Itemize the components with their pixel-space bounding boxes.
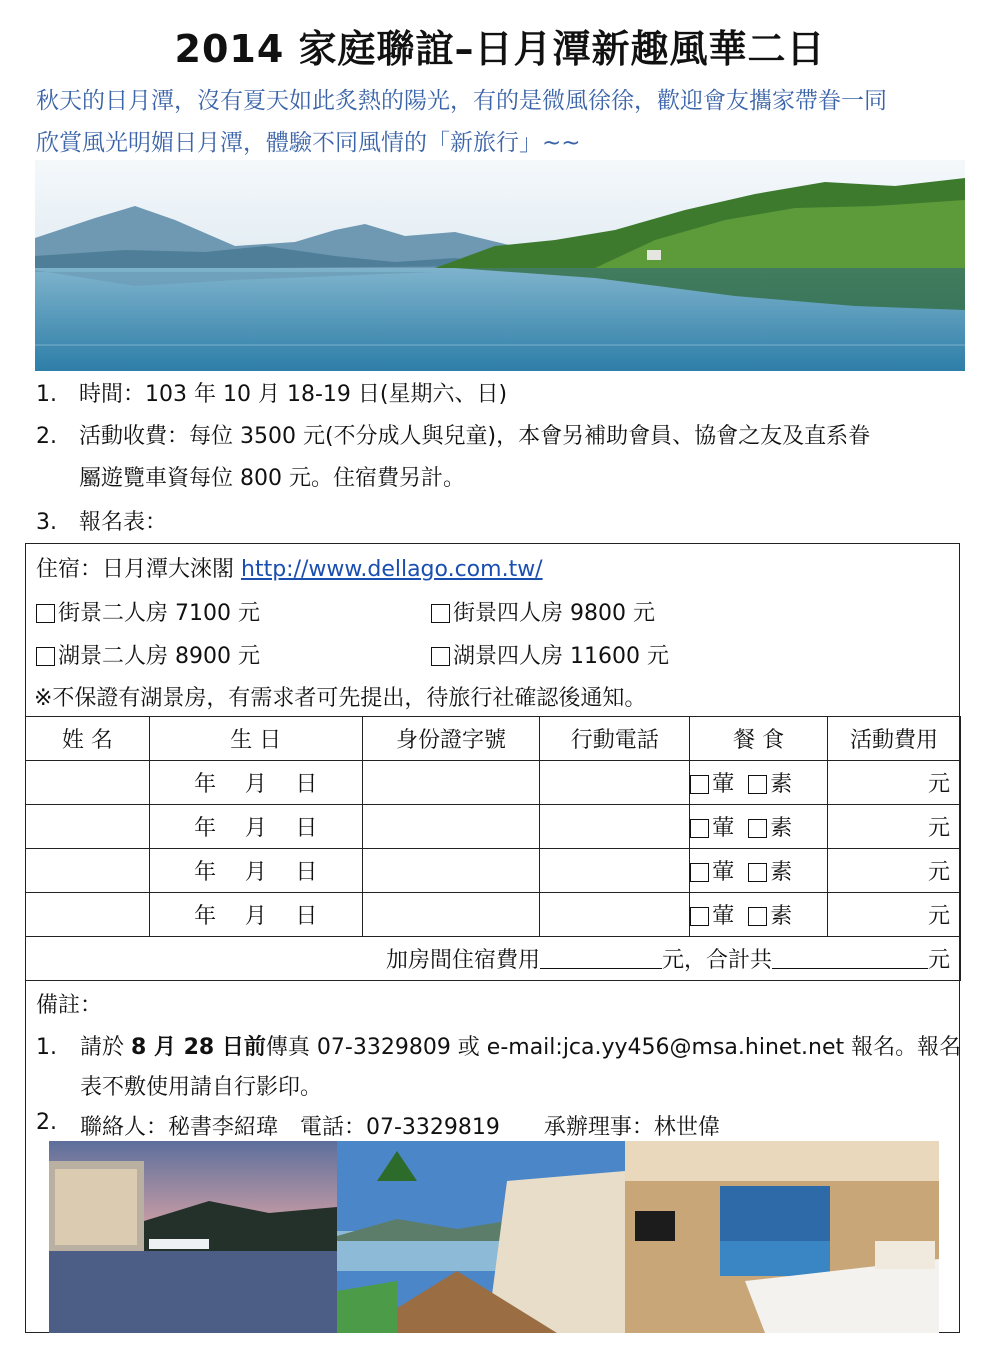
year-label: 年 (194, 860, 217, 885)
meat-label: 葷 (712, 816, 735, 841)
id-cell[interactable] (362, 805, 540, 849)
registration-table (25, 716, 961, 981)
veg-label: 素 (770, 772, 793, 797)
meal-cell (690, 893, 828, 937)
fee-cell[interactable]: 元 (828, 849, 961, 893)
hotel-photos (49, 1141, 939, 1333)
remarks-title: 備註： (36, 993, 103, 1018)
name-cell[interactable] (26, 893, 150, 937)
room-option-lake-2[interactable] (36, 639, 260, 670)
id-cell[interactable] (362, 761, 540, 805)
remark-2 (36, 1110, 951, 1141)
room-label: 湖景二人房 8900 元 (58, 644, 260, 669)
veg-label: 素 (770, 860, 793, 885)
item-text: 報名表： (79, 510, 168, 535)
item-text-continued: 屬遊覽車資每位 800 元。住宿費另計。 (79, 466, 465, 491)
mobile-cell[interactable] (540, 761, 690, 805)
remark-deadline: 8 月 28 日前 (131, 1035, 266, 1060)
registration-form (25, 543, 960, 1333)
terrace-photo (337, 1141, 625, 1333)
veg-label: 素 (770, 816, 793, 841)
veg-checkbox[interactable] (748, 863, 767, 882)
month-label: 月 (244, 904, 267, 929)
name-cell[interactable] (26, 805, 150, 849)
room-option-lake-4[interactable] (431, 639, 669, 670)
intro-text (36, 80, 966, 164)
header-meal: 餐 食 (690, 717, 828, 761)
remark-text: 請於 (80, 1035, 131, 1060)
contact-text: 聯絡人：秘書李紹瑋 電話：07-3329819 承辦理事：林世偉 (80, 1115, 720, 1140)
meat-checkbox[interactable] (690, 907, 709, 926)
item-number: 1. (36, 382, 57, 407)
veg-checkbox[interactable] (748, 775, 767, 794)
id-cell[interactable] (362, 893, 540, 937)
item-text: 時間：103 年 10 月 18-19 日(星期六、日) (79, 382, 508, 407)
fee-cell[interactable]: 元 (828, 761, 961, 805)
item-number: 2. (36, 424, 57, 449)
header-birthday: 生 日 (149, 717, 362, 761)
birthday-cell[interactable] (149, 849, 362, 893)
intro-line-2: 欣賞風光明媚日月潭，體驗不同風情的「新旅行」~~ (36, 130, 581, 156)
mobile-cell[interactable] (540, 849, 690, 893)
meat-label: 葷 (712, 772, 735, 797)
meat-label: 葷 (712, 904, 735, 929)
meat-label: 葷 (712, 860, 735, 885)
birthday-cell[interactable] (149, 893, 362, 937)
page-title: 2014 家庭聯誼–日月潭新趣風華二日 (174, 27, 826, 71)
item-number: 3. (36, 510, 57, 535)
day-label: 日 (295, 904, 318, 929)
remark-number: 1. (36, 1035, 57, 1060)
mobile-cell[interactable] (540, 805, 690, 849)
header-mobile: 行動電話 (540, 717, 690, 761)
year-label: 年 (194, 772, 217, 797)
room-label: 湖景四人房 11600 元 (453, 644, 669, 669)
month-label: 月 (244, 772, 267, 797)
id-cell[interactable] (362, 849, 540, 893)
item-text: 活動收費：每位 3500 元(不分成人與兒童)，本會另補助會員、協會之友及直系眷 (79, 424, 871, 449)
intro-line-1: 秋天的日月潭，沒有夏天如此炙熱的陽光，有的是微風徐徐，歡迎會友攜家帶眷一同 (36, 88, 887, 114)
month-label: 月 (244, 860, 267, 885)
total-cell (26, 937, 961, 981)
mobile-cell[interactable] (540, 893, 690, 937)
name-cell[interactable] (26, 849, 150, 893)
month-label: 月 (244, 816, 267, 841)
room-checkbox[interactable] (431, 647, 450, 666)
extra-room-label: 加房間住宿費用 (385, 948, 540, 973)
remark-text: 傳真 07-3329809 或 e-mail:jca.yy456@msa.hinet.net 報名。報名 (265, 1035, 962, 1060)
birthday-cell[interactable] (149, 805, 362, 849)
table-row (26, 893, 961, 937)
year-label: 年 (194, 904, 217, 929)
meal-cell (690, 761, 828, 805)
header-id-number: 身份證字號 (362, 717, 540, 761)
meat-checkbox[interactable] (690, 775, 709, 794)
grand-total-blank[interactable] (772, 948, 928, 969)
lake-view-notice: ※不保證有湖景房，有需求者可先提出，待旅行社確認後通知。 (34, 686, 647, 711)
veg-label: 素 (770, 904, 793, 929)
day-label: 日 (295, 860, 318, 885)
veg-checkbox[interactable] (748, 907, 767, 926)
name-cell[interactable] (26, 761, 150, 805)
fee-cell[interactable]: 元 (828, 893, 961, 937)
remark-1 (36, 1028, 962, 1108)
sun-moon-lake-panorama (35, 160, 965, 371)
meal-cell (690, 849, 828, 893)
room-checkbox[interactable] (36, 604, 55, 623)
year-label: 年 (194, 816, 217, 841)
lodging-line (36, 552, 543, 583)
extra-room-blank[interactable] (540, 948, 662, 969)
fee-cell[interactable]: 元 (828, 805, 961, 849)
room-option-street-2[interactable] (36, 596, 260, 627)
room-label: 街景四人房 9800 元 (453, 601, 655, 626)
meal-cell (690, 805, 828, 849)
meat-checkbox[interactable] (690, 863, 709, 882)
remark-number: 2. (36, 1110, 57, 1135)
birthday-cell[interactable] (149, 761, 362, 805)
currency-label: 元 (927, 948, 950, 973)
hotel-link[interactable]: http://www.dellago.com.tw/ (241, 557, 543, 582)
total-row (26, 937, 961, 981)
room-checkbox[interactable] (36, 647, 55, 666)
room-label: 街景二人房 7100 元 (58, 601, 260, 626)
veg-checkbox[interactable] (748, 819, 767, 838)
table-header-row (26, 717, 961, 761)
header-fee: 活動費用 (828, 717, 961, 761)
lodging-label: 住宿：日月潭大淶閣 (36, 557, 241, 582)
table-row (26, 761, 961, 805)
table-row (26, 849, 961, 893)
room-option-street-4[interactable] (431, 596, 655, 627)
day-label: 日 (295, 772, 318, 797)
meat-checkbox[interactable] (690, 819, 709, 838)
remark-text-continued: 表不敷使用請自行影印。 (80, 1075, 323, 1100)
table-row (26, 805, 961, 849)
day-label: 日 (295, 816, 318, 841)
header-name: 姓 名 (26, 717, 150, 761)
hotel-exterior-photo (49, 1141, 337, 1333)
room-checkbox[interactable] (431, 604, 450, 623)
grand-total-label: 元，合計共 (661, 948, 772, 973)
hotel-room-photo (625, 1141, 939, 1333)
